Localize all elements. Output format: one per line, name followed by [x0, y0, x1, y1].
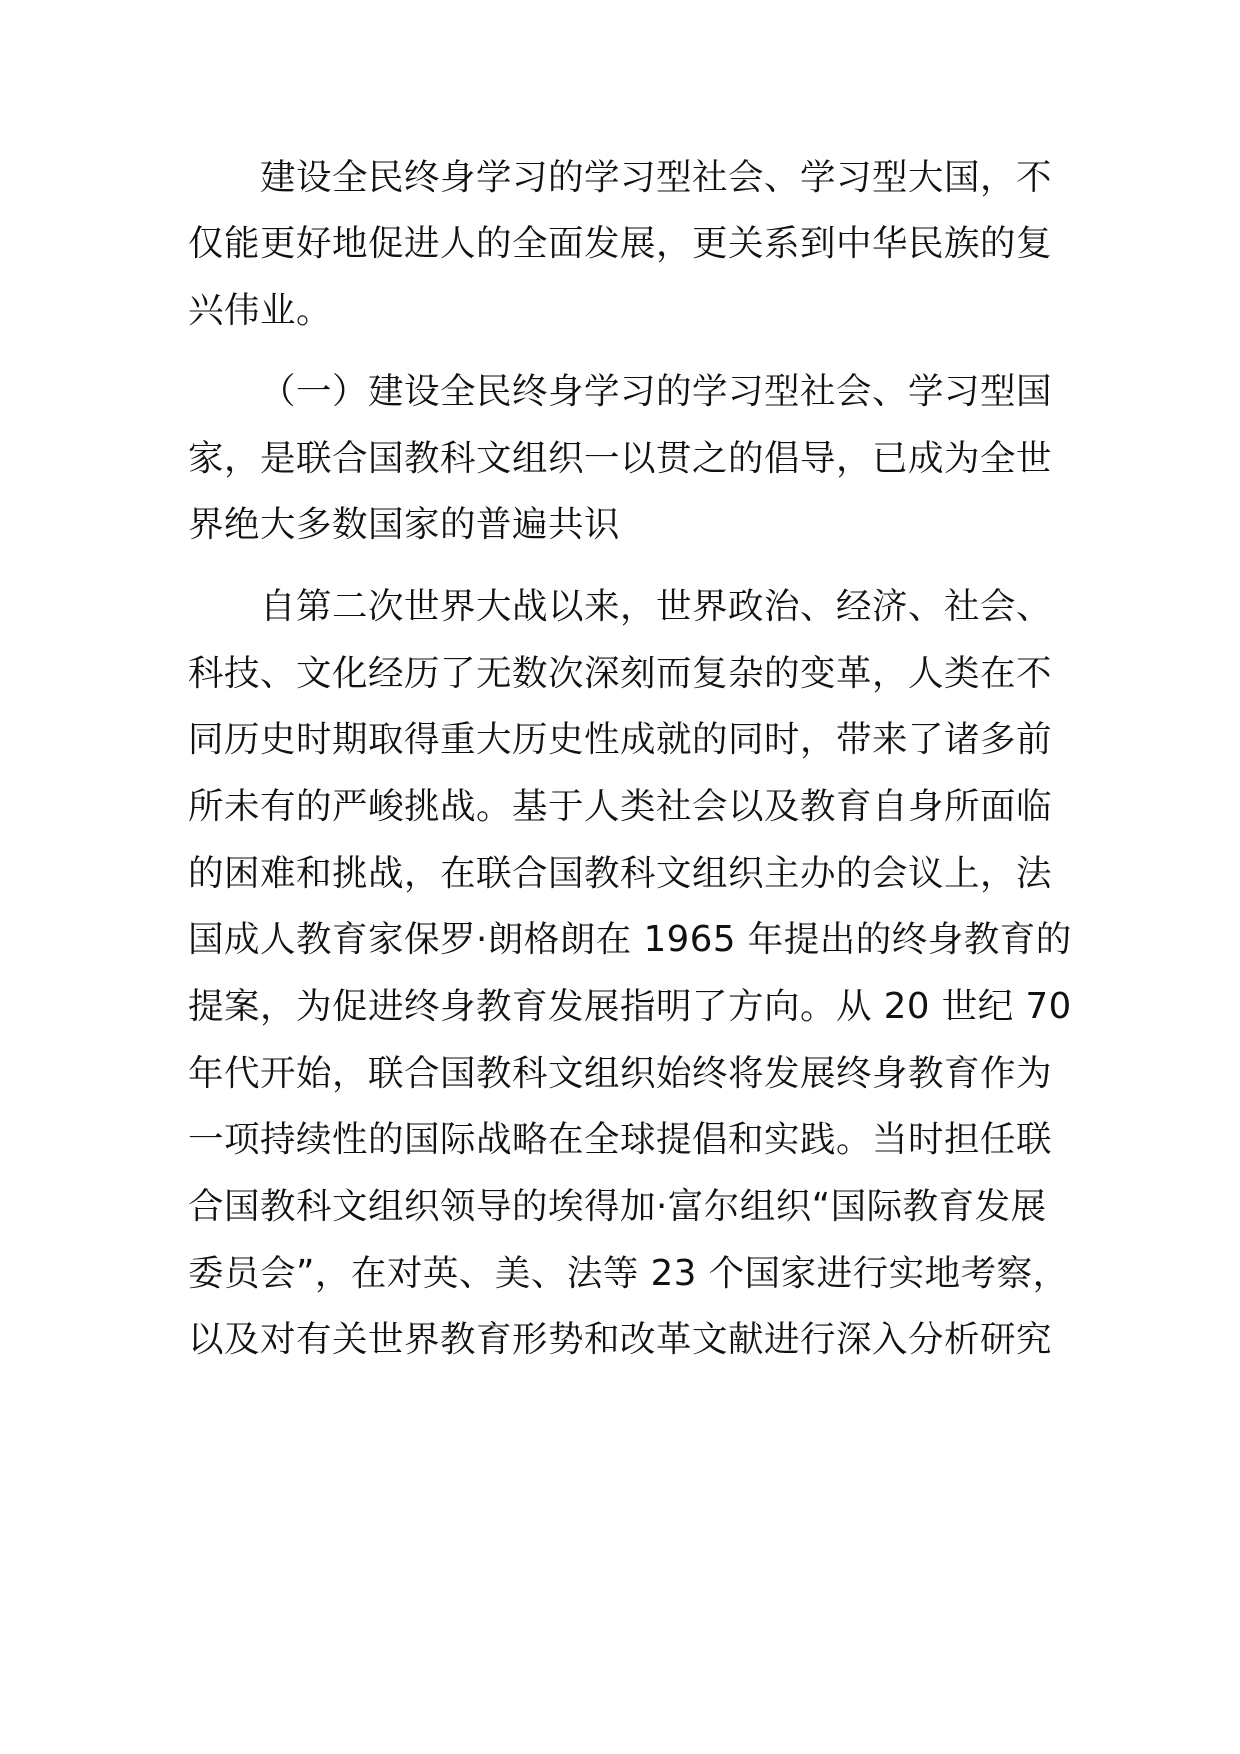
paragraph-1-line-2: 仅能更好地促进人的全面发展，更关系到中华民族的复	[188, 223, 1053, 264]
paragraph-2-line-8: 年代开始，联合国教科文组织始终将发展终身教育作为	[188, 1053, 1053, 1094]
paragraph-2-line-5: 的困难和挑战，在联合国教科文组织主办的会议上，法	[188, 853, 1053, 894]
paragraph-2-line-6: 国成人教育家保罗·朗格朗在 1965 年提出的终身教育的	[188, 919, 1072, 960]
paragraph-2-line-9: 一项持续性的国际战略在全球提倡和实践。当时担任联	[188, 1119, 1053, 1160]
paragraph-1-line-3: 兴伟业。	[188, 290, 333, 331]
paragraph-1-line-1: 建设全民终身学习的学习型社会、学习型大国，不	[260, 157, 1053, 198]
paragraph-2-line-10: 合国教科文组织领导的埃得加·富尔组织“国际教育发展	[188, 1186, 1047, 1227]
paragraph-2-line-11: 委员会”，在对英、美、法等 23 个国家进行实地考察，	[188, 1253, 1069, 1294]
paragraph-2-line-7: 提案，为促进终身教育发展指明了方向。从 20 世纪 70	[188, 986, 1072, 1027]
section-heading-line-1: （一）建设全民终身学习的学习型社会、学习型国	[260, 371, 1053, 412]
paragraph-2-line-2: 科技、文化经历了无数次深刻而复杂的变革，人类在不	[188, 653, 1053, 694]
paragraph-2-line-12: 以及对有关世界教育形势和改革文献进行深入分析研究	[188, 1319, 1053, 1360]
section-heading-line-2: 家，是联合国教科文组织一以贯之的倡导，已成为全世	[188, 438, 1053, 479]
section-heading-line-3: 界绝大多数国家的普遍共识	[188, 504, 621, 545]
paragraph-2-line-4: 所未有的严峻挑战。基于人类社会以及教育自身所面临	[188, 786, 1053, 827]
paragraph-2-line-1: 自第二次世界大战以来，世界政治、经济、社会、	[260, 586, 1053, 627]
paragraph-2-line-3: 同历史时期取得重大历史性成就的同时，带来了诸多前	[188, 719, 1053, 760]
